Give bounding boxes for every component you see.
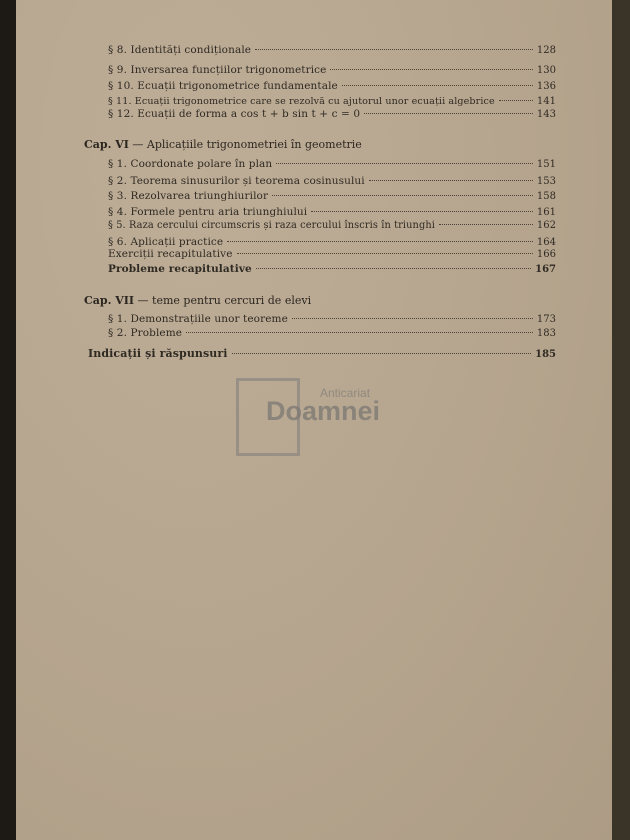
toc-entry-final: [88, 347, 556, 360]
chapter-heading: [84, 294, 311, 307]
watermark-small-text: Anticariat: [320, 386, 371, 400]
leader-dots: [255, 48, 533, 50]
leader-dots: [499, 99, 533, 101]
leader-dots: [272, 194, 533, 196]
toc-entry-page: 167: [535, 264, 556, 275]
leader-dots: [186, 331, 533, 333]
toc-entry-label: § 5. Raza cercului circumscris și raza cercului înscris în triunghi: [108, 220, 435, 231]
toc-entry-label: § 9. Inversarea funcțiilor trigonometrice: [108, 64, 327, 76]
toc-entry-label: Indicații și răspunsuri: [88, 347, 228, 360]
toc-entry-page: 164: [536, 237, 556, 248]
leader-dots: [292, 317, 533, 319]
chapter-title: — Aplicațiile trigonometriei în geometrie: [128, 138, 362, 151]
toc-entry-page: 162: [536, 220, 556, 231]
toc-entry-page: 161: [536, 207, 556, 218]
toc-entry-label: § 3. Rezolvarea triunghiurilor: [108, 190, 269, 202]
chapter-title: — teme pentru cercuri de elevi: [134, 294, 312, 307]
toc-entry-label: § 1. Demonstrațiile unor teoreme: [108, 313, 288, 325]
leader-dots: [364, 112, 533, 114]
leader-dots: [369, 179, 533, 181]
toc-entry: [108, 108, 556, 120]
chapter-number: Cap. VI: [84, 138, 129, 151]
leader-dots: [232, 352, 532, 354]
toc-entry: [108, 158, 556, 170]
toc-entry-page: 166: [536, 249, 556, 260]
toc-entry-label: § 8. Identități condiționale: [108, 44, 252, 56]
toc-entry-page: 185: [535, 349, 556, 360]
chapter-heading: [84, 138, 362, 151]
toc-entry-page: 153: [536, 176, 556, 187]
toc-entry-page: 151: [536, 159, 556, 170]
leader-dots: [237, 252, 533, 254]
leader-dots: [439, 223, 533, 225]
toc-entry: [108, 263, 556, 275]
toc-entry-page: 130: [536, 65, 556, 76]
toc-entry-page: 141: [536, 96, 556, 107]
leader-dots: [256, 267, 531, 269]
chapter-number: Cap. VII: [84, 294, 135, 307]
toc-entry-label: Exerciții recapitulative: [108, 248, 233, 260]
toc-entry-page: 183: [536, 328, 556, 339]
toc-entry-page: 173: [536, 314, 556, 325]
leader-dots: [311, 210, 533, 212]
toc-entry-label: § 10. Ecuații trigonometrice fundamentale: [108, 80, 338, 92]
watermark-brand: Doamnei: [266, 396, 381, 426]
leader-dots: [342, 84, 533, 86]
toc-entry: [108, 80, 556, 92]
toc-entry: [108, 190, 556, 202]
toc-entry-label: § 1. Coordonate polare în plan: [108, 158, 273, 170]
leader-dots: [330, 68, 532, 70]
toc-entry-label: § 2. Teorema sinusurilor și teorema cosinusului: [108, 175, 365, 187]
toc-entry-label: Probleme recapitulative: [108, 263, 252, 275]
toc-entry-label: § 11. Ecuații trigonometrice care se rezolvă cu ajutorul unor ecuații algebrice: [108, 96, 495, 107]
toc-entry: [108, 248, 556, 260]
toc-entry: [108, 64, 556, 76]
toc-entry-label: § 6. Aplicații practice: [108, 236, 224, 248]
toc-entry-page: 136: [536, 81, 556, 92]
toc-entry-page: 128: [536, 45, 556, 56]
toc-entry: [108, 206, 556, 218]
toc-entry: [108, 313, 556, 325]
toc-entry: [108, 175, 556, 187]
toc-entry-label: § 4. Formele pentru aria triunghiului: [108, 206, 308, 218]
toc-entry: [108, 96, 556, 107]
toc-entry-label: § 12. Ecuații de forma a cos t + b sin t + c = 0: [108, 108, 361, 120]
leader-dots: [227, 240, 533, 242]
toc-entry: [108, 236, 556, 248]
toc-entry-page: 143: [536, 109, 556, 120]
toc-entry-page: 158: [536, 191, 556, 202]
toc-entry: [108, 327, 556, 339]
toc-entry: [108, 220, 556, 231]
toc-entry-label: § 2. Probleme: [108, 327, 183, 339]
leader-dots: [276, 162, 533, 164]
toc-entry: [108, 44, 556, 56]
